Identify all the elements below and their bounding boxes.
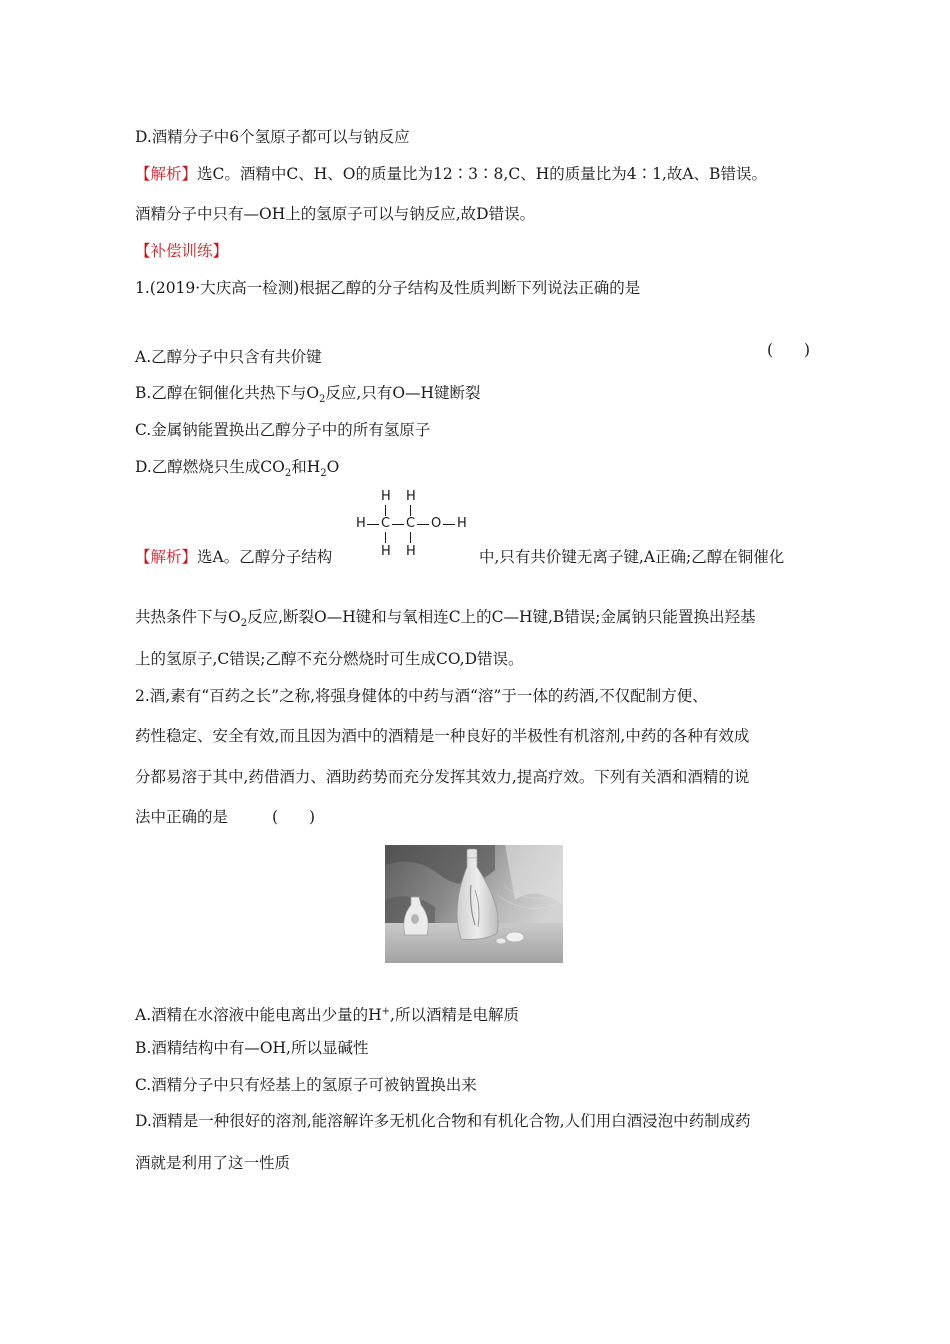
q1-stem: 1.(2019·大庆高一检测)根据乙醇的分子结构及性质判断下列说法正确的是	[135, 279, 641, 297]
q2-option-c: C.酒精分子中只有烃基上的氢原子可被钠置换出来	[135, 1076, 477, 1094]
q1-option-a: A.乙醇分子中只含有共价键	[135, 348, 322, 366]
prev-analysis-line-1	[135, 164, 767, 184]
struct-h-top-1: H	[381, 489, 391, 504]
q2-option-d-line-2: 酒就是利用了这一性质	[135, 1154, 291, 1172]
q2-stem-line-4: 法中正确的是	[135, 808, 229, 826]
struct-c-1: C	[381, 516, 391, 531]
q1-option-c: C.金属钠能置换出乙醇分子中的所有氢原子	[135, 421, 431, 439]
q2-option-a: A.酒精在水溶液中能电离出少量的H+,所以酒精是电解质	[135, 1006, 519, 1025]
struct-h-top-2: H	[406, 489, 416, 504]
struct-h-left: H	[356, 516, 366, 531]
q2-option-d-line-1: D.酒精是一种很好的溶剂,能溶解许多无机化合物和有机化合物,人们用白酒浸泡中药制成药	[135, 1112, 751, 1130]
liquor-bottle-photo	[385, 845, 563, 963]
analysis-tag: 【解析】	[135, 165, 198, 183]
q1-analysis-line-2: 共热条件下与$O_2$反应,断裂O—H键和与氧相连C上的C—H键,B错误;金属钠只能置换出羟基	[135, 608, 756, 630]
q2-stem-line-1: 2.酒,素有“百药之长”之称,将强身健体的中药与酒“溶”于一体的药酒,不仅配制方便、	[135, 687, 708, 705]
prev-option-d: D.酒精分子中6个氢原子都可以与钠反应	[135, 128, 410, 146]
q2-answer-paren: ( )	[272, 808, 316, 826]
supplement-heading: 【补偿训练】	[135, 242, 229, 260]
analysis-text: 选C。酒精中C、H、O的质量比为12∶3∶8,C、H的质量比为4∶1,故A、B错误。	[197, 165, 767, 183]
q2-stem-line-3: 分都易溶于其中,药借酒力、酒助药势而充分发挥其效力,提高疗效。下列有关酒和酒精的说	[135, 768, 750, 786]
ethanol-structure-formula	[352, 484, 474, 566]
analysis-tag: 【解析】	[135, 548, 198, 566]
q1-analysis-line-3: 上的氢原子,C错误;乙醇不充分燃烧时可生成CO,D错误。	[135, 650, 524, 668]
struct-o: O	[431, 516, 442, 531]
q1-option-b: B.乙醇在铜催化共热下与$O_2$反应,只有O—H键断裂	[135, 384, 481, 406]
q1-answer-paren: ( )	[767, 341, 811, 359]
struct-h-bottom-2: H	[406, 544, 416, 559]
struct-h-bottom-1: H	[381, 544, 391, 559]
q2-option-b: B.酒精结构中有—OH,所以显碱性	[135, 1039, 369, 1057]
struct-c-2: C	[406, 516, 416, 531]
q1-analysis-line-1-tail: 中,只有共价键无离子键,A正确;乙醇在铜催化	[479, 548, 785, 566]
prev-analysis-line-2: 酒精分子中只有—OH上的氢原子可以与钠反应,故D错误。	[135, 205, 536, 223]
q2-stem-line-2: 药性稳定、安全有效,而且因为酒中的酒精是一种良好的半极性有机溶剂,中药的各种有效成	[135, 727, 750, 745]
struct-h-right: H	[457, 516, 467, 531]
q1-analysis-line-1: 【解析】选A。乙醇分子结构	[135, 548, 333, 566]
q1-option-d: D.乙醇燃烧只生成$CO_2$和$H_2O$	[135, 458, 340, 480]
